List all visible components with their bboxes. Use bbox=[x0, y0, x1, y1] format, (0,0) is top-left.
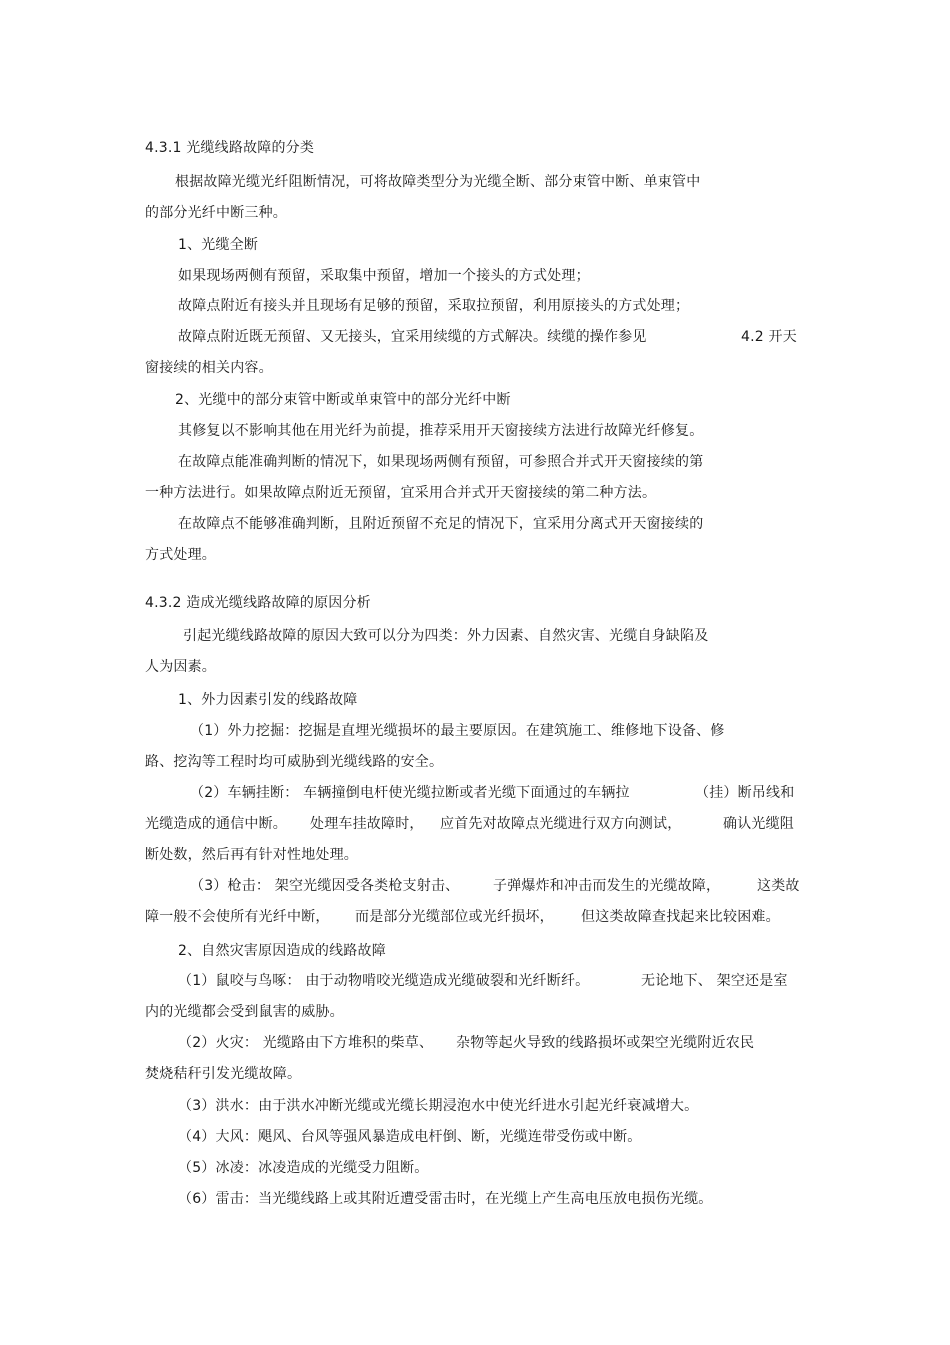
paragraph-line-fragment: 无论地下、 架空还是室 bbox=[641, 973, 788, 989]
paragraph-line: （4）大风：飓风、台风等强风暴造成电杆倒、断，光缆连带受伤或中断。 bbox=[178, 1129, 642, 1145]
paragraph-line: 一种方法进行。如果故障点附近无预留，宜采用合并式开天窗接续的第二种方法。 bbox=[145, 485, 657, 501]
paragraph-line: 在故障点不能够准确判断，且附近预留不充足的情况下，宜采用分离式开天窗接续的 bbox=[178, 516, 704, 532]
paragraph-line: 焚烧秸秆引发光缆故障。 bbox=[145, 1066, 302, 1082]
paragraph-line-fragment: 应首先对故障点光缆进行双方向测试， bbox=[440, 816, 682, 832]
paragraph-line: 根据故障光缆光纤阻断情况，可将故障类型分为光缆全断、部分束管中断、单束管中 bbox=[175, 174, 701, 190]
paragraph-line-fragment: 但这类故障查找起来比较困难。 bbox=[581, 909, 780, 925]
paragraph-line: 方式处理。 bbox=[145, 547, 216, 563]
paragraph-line: 人为因素。 bbox=[145, 659, 216, 675]
paragraph-line-fragment: 子弹爆炸和冲击而发生的光缆故障， bbox=[493, 878, 721, 894]
paragraph-line: 窗接续的相关内容。 bbox=[145, 360, 273, 376]
paragraph-line: 断处数，然后再有针对性地处理。 bbox=[145, 847, 358, 863]
paragraph-line-fragment: 这类故 bbox=[757, 878, 800, 894]
paragraph-line-fragment: 障一般不会使所有光纤中断， bbox=[145, 909, 330, 925]
paragraph-line: 路、挖沟等工程时均可威胁到光缆线路的安全。 bbox=[145, 754, 444, 770]
paragraph-line-fragment: （2）火灾： 光缆路由下方堆积的柴草、 bbox=[178, 1035, 434, 1051]
paragraph-line: 其修复以不影响其他在用光纤为前提，推荐采用开天窗接续方法进行故障光纤修复。 bbox=[178, 423, 704, 439]
paragraph-line-fragment: 4.2 开天 bbox=[741, 329, 797, 345]
paragraph-line: 内的光缆都会受到鼠害的威胁。 bbox=[145, 1004, 344, 1020]
paragraph-line: 故障点附近既无预留、又无接头，宜采用续缆的方式解决。续缆的操作参见 bbox=[178, 329, 647, 345]
paragraph-line: （3）洪水：由于洪水冲断光缆或光缆长期浸泡水中使光纤进水引起光纤衰减增大。 bbox=[178, 1098, 699, 1114]
paragraph-line-fragment: 杂物等起火导致的线路损坏或架空光缆附近农民 bbox=[456, 1035, 755, 1051]
section-heading-4-3-1: 4.3.1 光缆线路故障的分类 bbox=[145, 140, 315, 156]
paragraph-line-fragment: 处理车挂故障时， bbox=[310, 816, 424, 832]
item-title: 2、光缆中的部分束管中断或单束管中的部分光纤中断 bbox=[175, 392, 511, 408]
paragraph-line: 在故障点能准确判断的情况下，如果现场两侧有预留，可参照合并式开天窗接续的第 bbox=[178, 454, 704, 470]
paragraph-line: 如果现场两侧有预留，采取集中预留，增加一个接头的方式处理； bbox=[178, 268, 590, 284]
paragraph-line-fragment: 确认光缆阻 bbox=[723, 816, 794, 832]
paragraph-line: 故障点附近有接头并且现场有足够的预留，采取拉预留，利用原接头的方式处理； bbox=[178, 298, 690, 314]
paragraph-line-fragment: （3）枪击： 架空光缆因受各类枪支射击、 bbox=[190, 878, 460, 894]
paragraph-line: 引起光缆线路故障的原因大致可以分为四类：外力因素、自然灾害、光缆自身缺陷及 bbox=[183, 628, 709, 644]
paragraph-line: （6）雷击：当光缆线路上或其附近遭受雷击时，在光缆上产生高电压放电损伤光缆。 bbox=[178, 1191, 713, 1207]
paragraph-line: （1）外力挖掘：挖掘是直埋光缆损坏的最主要原因。在建筑施工、维修地下设备、修 bbox=[190, 723, 725, 739]
paragraph-line: 的部分光纤中断三种。 bbox=[145, 205, 287, 221]
item-title: 1、外力因素引发的线路故障 bbox=[178, 692, 358, 708]
item-title: 2、自然灾害原因造成的线路故障 bbox=[178, 943, 386, 959]
paragraph-line-fragment: 光缆造成的通信中断。 bbox=[145, 816, 287, 832]
paragraph-line-fragment: （1）鼠咬与鸟啄： 由于动物啃咬光缆造成光缆破裂和光纤断纤。 bbox=[178, 973, 590, 989]
paragraph-line-fragment: 而是部分光缆部位或光纤损坏， bbox=[355, 909, 554, 925]
section-heading-4-3-2: 4.3.2 造成光缆线路故障的原因分析 bbox=[145, 595, 371, 611]
item-title: 1、光缆全断 bbox=[178, 237, 259, 253]
paragraph-line: （5）冰凌：冰凌造成的光缆受力阻断。 bbox=[178, 1160, 429, 1176]
paragraph-line-fragment: （挂）断吊线和 bbox=[695, 785, 795, 801]
paragraph-line: （2）车辆挂断： 车辆撞倒电杆使光缆拉断或者光缆下面通过的车辆拉 bbox=[190, 785, 630, 801]
